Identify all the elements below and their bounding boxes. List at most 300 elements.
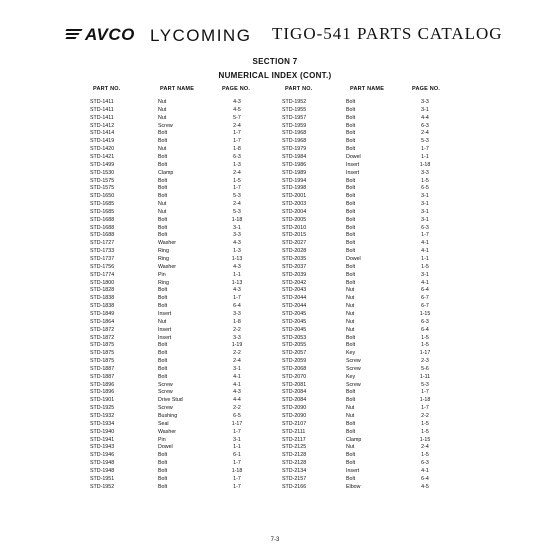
- table-row: [0, 374, 550, 382]
- part-name-cell: Bolt: [346, 460, 356, 467]
- page-no-cell: 4-1: [233, 381, 241, 388]
- page-no-cell: 1-7: [233, 185, 241, 192]
- part-no-cell: STD-1994: [282, 177, 307, 184]
- part-no-cell: STD-2084: [282, 389, 307, 396]
- part-name-cell: Bolt: [158, 350, 168, 357]
- part-name-cell: Bolt: [346, 216, 356, 223]
- part-no-cell: STD-1943: [90, 444, 115, 451]
- page-no-cell: 5-3: [233, 193, 241, 200]
- table-row: [0, 295, 550, 303]
- page-no-cell: 1-15: [419, 310, 431, 317]
- part-name-cell: Bolt: [158, 483, 168, 490]
- page-no-cell: 1-5: [421, 428, 429, 435]
- part-name-cell: Insert: [346, 467, 360, 474]
- part-no-cell: STD-1940: [90, 428, 115, 435]
- table-row: [0, 225, 550, 233]
- part-name-cell: Bolt: [158, 358, 168, 365]
- part-no-cell: STD-2027: [282, 240, 307, 247]
- part-name-cell: Insert: [158, 326, 172, 333]
- part-no-cell: STD-2044: [282, 303, 307, 310]
- part-no-cell: STD-2003: [282, 201, 307, 208]
- part-name-cell: Bolt: [158, 460, 168, 467]
- part-name-cell: Bolt: [346, 208, 356, 215]
- part-no-cell: STD-1688: [90, 216, 115, 223]
- page-no-cell: 4-3: [233, 287, 241, 294]
- page-no-cell: 5-3: [233, 208, 241, 215]
- part-no-cell: STD-1864: [90, 318, 115, 325]
- page-no-cell: 2-3: [421, 358, 429, 365]
- part-no-cell: STD-2045: [282, 318, 307, 325]
- part-no-cell: STD-1756: [90, 263, 115, 270]
- part-no-cell: STD-2134: [282, 467, 307, 474]
- part-no-cell: STD-2111: [282, 428, 306, 435]
- page-no-cell: 6-7: [421, 303, 429, 310]
- page-no-cell: 1-5: [421, 452, 429, 459]
- table-row: [0, 303, 550, 311]
- part-name-cell: Bolt: [346, 185, 356, 192]
- part-no-cell: STD-2015: [282, 232, 307, 239]
- page-no-cell: 4-1: [233, 373, 241, 380]
- part-no-cell: STD-1838: [90, 295, 115, 302]
- page-no-cell: 1-1: [233, 271, 241, 278]
- page-no-cell: 1-7: [233, 460, 241, 467]
- page-no-cell: 4-3: [233, 240, 241, 247]
- part-no-cell: STD-1727: [90, 240, 115, 247]
- page-no-cell: 1-1: [421, 256, 429, 262]
- page-no-cell: 4-1: [421, 240, 429, 247]
- part-no-cell: STD-2035: [282, 256, 307, 262]
- part-no-cell: STD-2005: [282, 216, 307, 223]
- part-no-cell: STD-1925: [90, 405, 115, 412]
- part-name-cell: Bolt: [346, 130, 356, 137]
- part-name-cell: Bolt: [346, 452, 356, 459]
- col-header-part-name-left: PART NAME: [160, 86, 195, 92]
- part-name-cell: Washer: [158, 240, 177, 247]
- part-name-cell: Dowel: [346, 256, 361, 262]
- page-no-cell: 5-6: [421, 365, 429, 372]
- part-no-cell: STD-2045: [282, 326, 307, 333]
- page-no-cell: 3-3: [233, 334, 241, 341]
- table-row: [0, 217, 550, 225]
- part-name-cell: Nut: [158, 114, 167, 121]
- part-name-cell: Bolt: [346, 122, 356, 129]
- page-no-cell: 3-3: [233, 232, 241, 239]
- part-name-cell: Bolt: [346, 428, 356, 435]
- part-no-cell: STD-1774: [90, 271, 115, 278]
- table-row: [0, 248, 550, 256]
- page-no-cell: 6-5: [233, 413, 241, 419]
- table-row: [0, 154, 550, 162]
- part-name-cell: Bolt: [346, 193, 356, 200]
- page-no-cell: 3-3: [233, 310, 241, 317]
- part-no-cell: STD-1896: [90, 381, 115, 388]
- table-row: [0, 342, 550, 350]
- table-row: [0, 476, 550, 484]
- part-no-cell: STD-1968: [282, 130, 307, 137]
- part-name-cell: Screw: [158, 405, 173, 412]
- page-no-cell: 1-7: [233, 138, 241, 145]
- page-no-cell: 1-7: [421, 146, 429, 153]
- part-name-cell: Bolt: [158, 475, 168, 482]
- page-no-cell: 4-4: [421, 114, 429, 121]
- part-no-cell: STD-2057: [282, 350, 307, 357]
- part-name-cell: Screw: [346, 381, 361, 388]
- part-no-cell: STD-1875: [90, 358, 115, 365]
- part-no-cell: STD-1932: [90, 413, 115, 419]
- table-row: [0, 201, 550, 209]
- page-no-cell: 6-1: [233, 452, 241, 459]
- table-row: [0, 429, 550, 437]
- col-header-part-no-left: PART NO.: [93, 86, 121, 92]
- part-no-cell: STD-1989: [282, 169, 307, 176]
- part-no-cell: STD-1421: [90, 153, 115, 160]
- part-no-cell: STD-2068: [282, 365, 307, 372]
- part-name-cell: Bolt: [158, 193, 168, 200]
- page-no-cell: 6-7: [421, 295, 429, 302]
- part-name-cell: Bolt: [158, 452, 168, 459]
- page-no-cell: 6-5: [421, 185, 429, 192]
- part-no-cell: STD-2053: [282, 334, 307, 341]
- page-no-cell: 3-1: [233, 436, 241, 443]
- table-row: [0, 382, 550, 390]
- page-no-cell: 2-4: [233, 169, 241, 176]
- part-name-cell: Clamp: [346, 436, 362, 443]
- page-no-cell: 1-7: [233, 295, 241, 302]
- part-name-cell: Bolt: [346, 99, 356, 105]
- part-no-cell: STD-1737: [90, 256, 115, 262]
- table-row: [0, 319, 550, 327]
- part-name-cell: Insert: [158, 334, 172, 341]
- page-no-cell: 1-7: [233, 428, 241, 435]
- page-no-cell: 6-4: [421, 287, 429, 294]
- table-row: [0, 170, 550, 178]
- part-name-cell: Bolt: [346, 138, 356, 145]
- page-no-cell: 2-4: [233, 358, 241, 365]
- table-row: [0, 460, 550, 468]
- page-no-cell: 1-13: [231, 256, 243, 262]
- part-name-cell: Bolt: [346, 106, 356, 113]
- part-name-cell: Nut: [346, 287, 355, 294]
- page-no-cell: 6-4: [233, 303, 241, 310]
- table-row: [0, 405, 550, 413]
- page-no-cell: 3-1: [421, 193, 429, 200]
- page-no-cell: 1-5: [421, 334, 429, 341]
- page-no-cell: 1-7: [233, 475, 241, 482]
- table-row: [0, 138, 550, 146]
- table-row: [0, 115, 550, 123]
- table-row: [0, 209, 550, 217]
- part-name-cell: Clamp: [158, 169, 174, 176]
- part-name-cell: Bolt: [346, 224, 356, 231]
- page-no-cell: 4-1: [421, 279, 429, 286]
- part-no-cell: STD-1499: [90, 161, 115, 168]
- page-no-cell: 3-1: [233, 224, 241, 231]
- part-no-cell: STD-1872: [90, 326, 115, 333]
- part-name-cell: Key: [346, 373, 356, 380]
- part-name-cell: Nut: [346, 310, 355, 317]
- page-no-cell: 4-5: [421, 483, 429, 490]
- table-row: [0, 358, 550, 366]
- page-no-cell: 1-7: [233, 130, 241, 137]
- part-name-cell: Nut: [158, 106, 167, 113]
- table-row: [0, 123, 550, 131]
- part-name-cell: Bolt: [346, 475, 356, 482]
- part-no-cell: STD-1828: [90, 287, 115, 294]
- part-name-cell: Bolt: [346, 146, 356, 153]
- page-no-cell: 1-18: [419, 161, 431, 168]
- part-name-cell: Pin: [158, 436, 166, 443]
- page-no-cell: 1-5: [233, 177, 241, 184]
- part-name-cell: Bolt: [158, 161, 168, 168]
- table-row: [0, 280, 550, 288]
- table-row: [0, 335, 550, 343]
- page-no-cell: 2-4: [233, 122, 241, 129]
- part-name-cell: Bolt: [346, 279, 356, 286]
- part-name-cell: Nut: [346, 413, 355, 419]
- part-name-cell: Nut: [346, 444, 355, 451]
- part-no-cell: STD-2059: [282, 358, 307, 365]
- part-name-cell: Bolt: [158, 295, 168, 302]
- part-name-cell: Bolt: [346, 240, 356, 247]
- table-row: [0, 287, 550, 295]
- part-no-cell: STD-1575: [90, 177, 115, 184]
- page-no-cell: 6-3: [421, 122, 429, 129]
- table-row: [0, 130, 550, 138]
- part-name-cell: Bolt: [346, 389, 356, 396]
- table-row: [0, 350, 550, 358]
- part-name-cell: Dowel: [346, 153, 361, 160]
- part-no-cell: STD-1875: [90, 342, 115, 349]
- part-name-cell: Bolt: [346, 201, 356, 208]
- part-name-cell: Bolt: [346, 271, 356, 278]
- part-no-cell: STD-2166: [282, 483, 307, 490]
- part-no-cell: STD-1800: [90, 279, 115, 286]
- page-no-cell: 3-1: [421, 201, 429, 208]
- part-name-cell: Ring: [158, 279, 169, 286]
- part-name-cell: Nut: [346, 405, 355, 412]
- page-no-cell: 2-4: [233, 201, 241, 208]
- part-no-cell: STD-1414: [90, 130, 115, 137]
- page-no-cell: 3-1: [421, 208, 429, 215]
- part-no-cell: STD-1685: [90, 208, 115, 215]
- page-no-cell: 4-3: [233, 99, 241, 105]
- part-no-cell: STD-1887: [90, 373, 115, 380]
- table-row: [0, 272, 550, 280]
- table-row: [0, 327, 550, 335]
- part-name-cell: Bolt: [346, 248, 356, 255]
- part-no-cell: STD-1951: [90, 475, 115, 482]
- part-no-cell: STD-2125: [282, 444, 307, 451]
- part-name-cell: Bolt: [158, 232, 168, 239]
- part-no-cell: STD-2042: [282, 279, 307, 286]
- col-header-part-name-right: PART NAME: [350, 86, 385, 92]
- part-no-cell: STD-2010: [282, 224, 307, 231]
- part-no-cell: STD-2028: [282, 248, 307, 255]
- part-no-cell: STD-1685: [90, 201, 115, 208]
- part-name-cell: Screw: [158, 389, 173, 396]
- catalog-title: TIGO-541 PARTS CATALOG: [272, 24, 503, 43]
- part-name-cell: Seal: [158, 420, 169, 427]
- part-name-cell: Bolt: [158, 287, 168, 294]
- page-no-cell: 1-7: [233, 483, 241, 490]
- part-name-cell: Insert: [158, 310, 172, 317]
- logo-stripes-icon: [66, 27, 84, 41]
- part-name-cell: Bolt: [346, 334, 356, 341]
- page-no-cell: 5-3: [421, 138, 429, 145]
- part-no-cell: STD-1979: [282, 146, 307, 153]
- page-no-cell: 1-17: [231, 420, 243, 427]
- part-name-cell: Bolt: [346, 232, 356, 239]
- part-no-cell: STD-2090: [282, 413, 307, 419]
- part-no-cell: STD-2107: [282, 420, 307, 427]
- table-row: [0, 468, 550, 476]
- part-no-cell: STD-1946: [90, 452, 115, 459]
- part-no-cell: STD-2090: [282, 405, 307, 412]
- col-header-page-no-right: PAGE NO.: [412, 86, 441, 92]
- part-name-cell: Bolt: [346, 177, 356, 184]
- page-no-cell: 5-3: [421, 381, 429, 388]
- part-no-cell: STD-1998: [282, 185, 307, 192]
- table-row: [0, 185, 550, 193]
- part-name-cell: Bolt: [158, 130, 168, 137]
- part-no-cell: STD-1575: [90, 185, 115, 192]
- brand-subname: LYCOMING: [150, 26, 252, 45]
- part-no-cell: STD-2070: [282, 373, 307, 380]
- page-no-cell: 2-2: [421, 413, 429, 419]
- page-no-cell: 2-2: [233, 350, 241, 357]
- table-row: [0, 389, 550, 397]
- part-no-cell: STD-1901: [90, 397, 115, 404]
- brand-name: AVCO: [85, 25, 135, 44]
- part-name-cell: Nut: [346, 303, 355, 310]
- part-name-cell: Bolt: [346, 342, 356, 349]
- page-no-cell: 4-3: [233, 263, 241, 270]
- page-no-cell: 1-8: [233, 318, 241, 325]
- part-name-cell: Bolt: [158, 153, 168, 160]
- table-row: [0, 240, 550, 248]
- page-no-cell: 1-7: [421, 232, 429, 239]
- page-no-cell: 1-5: [421, 177, 429, 184]
- page-no-cell: 2-4: [421, 444, 429, 451]
- page-no-cell: 3-3: [421, 99, 429, 105]
- page-no-cell: 1-7: [421, 389, 429, 396]
- page-no-cell: 1-3: [233, 161, 241, 168]
- part-name-cell: Bolt: [158, 177, 168, 184]
- section-heading: SECTION 7: [252, 57, 298, 66]
- table-row: [0, 413, 550, 421]
- part-name-cell: Nut: [346, 295, 355, 302]
- part-no-cell: STD-1948: [90, 460, 115, 467]
- part-name-cell: Nut: [158, 99, 167, 105]
- part-name-cell: Screw: [158, 381, 173, 388]
- part-no-cell: STD-1941: [90, 436, 115, 443]
- avco-logo: [66, 25, 135, 45]
- page-no-cell: 2-2: [233, 405, 241, 412]
- part-name-cell: Bolt: [158, 342, 168, 349]
- part-name-cell: Washer: [158, 428, 177, 435]
- table-row: [0, 107, 550, 115]
- part-no-cell: STD-1955: [282, 106, 307, 113]
- part-name-cell: Bolt: [158, 373, 168, 380]
- part-name-cell: Ring: [158, 256, 169, 262]
- part-name-cell: Insert: [346, 169, 360, 176]
- page-no-cell: 3-1: [421, 271, 429, 278]
- part-name-cell: Elbow: [346, 483, 361, 490]
- part-no-cell: STD-2055: [282, 342, 307, 349]
- part-no-cell: STD-2081: [282, 381, 307, 388]
- page-no-cell: 3-1: [233, 365, 241, 372]
- page-no-cell: 3-1: [421, 216, 429, 223]
- part-no-cell: STD-1419: [90, 138, 115, 145]
- part-name-cell: Bolt: [158, 467, 168, 474]
- table-row: [0, 311, 550, 319]
- table-row: [0, 99, 550, 107]
- part-no-cell: STD-1952: [282, 99, 307, 105]
- part-no-cell: STD-1872: [90, 334, 115, 341]
- part-name-cell: Bolt: [158, 185, 168, 192]
- table-row: [0, 178, 550, 186]
- part-name-cell: Bolt: [346, 397, 356, 404]
- part-no-cell: STD-1948: [90, 467, 115, 474]
- part-name-cell: Bolt: [346, 420, 356, 427]
- part-no-cell: STD-1968: [282, 138, 307, 145]
- page-no-cell: 4-4: [233, 397, 241, 404]
- page-no-cell: 4-1: [421, 467, 429, 474]
- part-no-cell: STD-2043: [282, 287, 307, 294]
- table-row: [0, 452, 550, 460]
- table-row: [0, 162, 550, 170]
- page-no-cell: 1-18: [231, 467, 243, 474]
- part-no-cell: STD-1952: [90, 483, 115, 490]
- part-name-cell: Screw: [158, 122, 173, 129]
- index-subtitle: NUMERICAL INDEX (CONT.): [218, 71, 332, 80]
- part-no-cell: STD-2117: [282, 436, 306, 443]
- part-name-cell: Dowel: [158, 444, 173, 451]
- table-row: [0, 366, 550, 374]
- part-no-cell: STD-1688: [90, 224, 115, 231]
- part-name-cell: Ring: [158, 248, 169, 255]
- part-no-cell: STD-2157: [282, 475, 307, 482]
- page-no-cell: 4-3: [233, 389, 241, 396]
- page-no-cell: 6-3: [233, 153, 241, 160]
- page-no-cell: 1-1: [421, 153, 429, 160]
- part-no-cell: STD-2045: [282, 310, 307, 317]
- part-no-cell: STD-1420: [90, 146, 115, 153]
- part-no-cell: STD-1849: [90, 310, 115, 317]
- part-no-cell: STD-1411: [90, 106, 114, 113]
- part-no-cell: STD-2128: [282, 460, 307, 467]
- part-no-cell: STD-1984: [282, 153, 307, 160]
- page-no-cell: 3-1: [421, 106, 429, 113]
- part-name-cell: Bushing: [158, 413, 178, 419]
- part-no-cell: STD-1838: [90, 303, 115, 310]
- part-name-cell: Screw: [346, 358, 361, 365]
- part-name-cell: Bolt: [346, 263, 356, 270]
- part-no-cell: STD-1733: [90, 248, 115, 255]
- part-name-cell: Screw: [346, 365, 361, 372]
- part-no-cell: STD-1896: [90, 389, 115, 396]
- page-no-cell: 6-3: [421, 224, 429, 231]
- part-no-cell: STD-1959: [282, 122, 307, 129]
- part-name-cell: Nut: [158, 318, 167, 325]
- part-no-cell: STD-1875: [90, 350, 115, 357]
- part-name-cell: Insert: [346, 161, 360, 168]
- part-name-cell: Nut: [158, 208, 167, 215]
- page-no-cell: 1-5: [421, 263, 429, 270]
- part-no-cell: STD-1957: [282, 114, 307, 121]
- page-no-cell: 4-1: [421, 248, 429, 255]
- part-no-cell: STD-1887: [90, 365, 115, 372]
